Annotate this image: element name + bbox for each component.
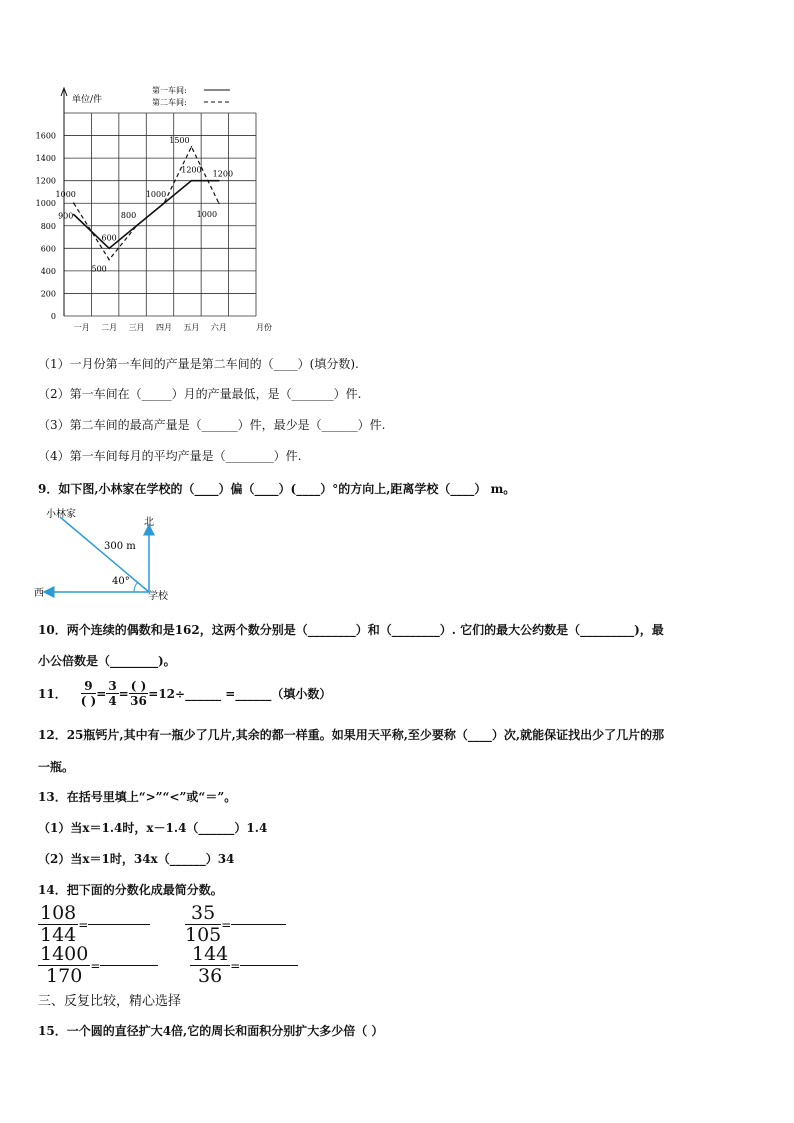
direction-diagram <box>30 505 190 605</box>
question-9: 9．如下图,小林家在学校的（____）偏（____）(____）°的方向上,距离学校（____） m。 <box>38 482 516 496</box>
x-tick-label: 六月 <box>210 323 227 332</box>
legend-label: 第二车间: <box>152 98 187 107</box>
chart-axes <box>61 88 102 316</box>
north-label: 北 <box>144 517 154 528</box>
chart-series <box>56 136 234 274</box>
fraction-9-over-blank: $\frac{9}{( )}$ <box>80 679 97 708</box>
data-point <box>136 225 138 227</box>
production-line-chart <box>28 82 288 344</box>
section-3-heading: 三、反复比较，精心选择 <box>38 994 182 1009</box>
chart-question-4: （4）第一车间每月的平均产量是（________）件. <box>38 449 302 463</box>
chart-question-2: （2）第一车间在（_____）月的产量最低，是（_______）件. <box>38 387 362 401</box>
home-label: 小林家 <box>46 509 76 520</box>
x-tick-label: 三月 <box>128 323 145 332</box>
y-axis-label: 单位/件 <box>72 95 103 105</box>
data-point <box>218 202 220 204</box>
data-label: 1000 <box>55 190 76 200</box>
data-point <box>191 146 193 148</box>
fraction-item-2: $\frac{35}{105}$ = <box>185 904 286 945</box>
y-tick-label: 800 <box>40 221 56 231</box>
data-label: 900 <box>58 211 74 221</box>
data-label: 1200 <box>181 165 202 175</box>
data-label: 1200 <box>212 169 234 179</box>
y-tick-label: 1400 <box>35 154 56 164</box>
data-point <box>108 259 110 261</box>
question-15: 15．一个圆的直径扩大4倍,它的周长和面积分别扩大多少倍（ ） <box>38 1024 384 1038</box>
question-12-line-2: 一瓶。 <box>38 760 75 774</box>
data-label: 1000 <box>196 210 218 220</box>
fraction-item-3: $\frac{1400}{170}$ = <box>38 945 158 986</box>
y-tick-label: 1000 <box>35 199 56 209</box>
x-tick-label: 二月 <box>101 323 118 332</box>
fraction-blank-over-36: $\frac{( )}{36}$ <box>130 679 147 708</box>
data-label: 1500 <box>169 135 190 145</box>
question-12-line-1: 12．25瓶钙片,其中有一瓶少了几片,其余的都一样重。如果用天平称,至少要称（____）次,就能保证找出少了几片的那 <box>38 728 665 742</box>
y-tick-label: 1600 <box>35 131 56 141</box>
answer-blank[interactable] <box>100 965 158 966</box>
question-11: 11． $\frac{9}{( )}$ = $\frac{3}{4}$ = $\frac{( )}{36}$ =12÷______ =______（填小数） <box>38 679 332 708</box>
question-11-number: 11． <box>38 687 67 701</box>
data-label: 800 <box>120 210 137 220</box>
y-tick-label: 200 <box>40 289 56 299</box>
question-10-line-2: 小公倍数是（________)。 <box>38 654 176 668</box>
question-13-title: 13．在括号里填上“>”“<”或“＝”。 <box>38 790 237 804</box>
data-label: 600 <box>101 233 117 243</box>
angle-arc <box>134 582 138 592</box>
x-tick-label: 五月 <box>183 323 200 332</box>
answer-blank[interactable] <box>231 924 286 925</box>
y-tick-label: 0 <box>50 312 56 321</box>
y-tick-label: 400 <box>40 266 56 276</box>
x-tick-label: 一月 <box>73 323 90 332</box>
data-label: 500 <box>91 264 107 274</box>
fraction-3-over-4: $\frac{3}{4}$ <box>108 679 117 708</box>
school-label: 学校 <box>148 591 168 602</box>
answer-blank[interactable] <box>240 965 298 966</box>
data-point <box>108 248 110 250</box>
y-tick-label: 1200 <box>35 176 56 186</box>
data-point <box>218 180 220 182</box>
question-13-item-1: （1）当x＝1.4时，x－1.4（______）1.4 <box>38 821 268 835</box>
question-10-line-1: 10．两个连续的偶数和是162，这两个数分别是（________）和（________）. 它们的最大公约数是（_________)，最 <box>38 623 664 637</box>
x-tick-label: 四月 <box>156 323 172 332</box>
question-14-title: 14．把下面的分数化成最简分数。 <box>38 883 223 897</box>
x-axis-end-label: 月份 <box>256 323 272 332</box>
distance-label: 300 m <box>104 541 136 552</box>
data-point <box>163 202 165 204</box>
chart-question-1: （1）一月份第一车间的产量是第二车间的（____）(填分数). <box>38 357 359 371</box>
data-label: 1000 <box>145 190 167 200</box>
home-direction-line <box>60 517 149 592</box>
question-11-tail: =12÷______ =______（填小数） <box>148 687 332 701</box>
fraction-item-4: $\frac{144}{36}$ = <box>190 945 298 986</box>
data-point <box>73 202 75 204</box>
chart-tick-labels <box>36 132 272 332</box>
angle-label: 40° <box>112 576 130 587</box>
west-label: 西 <box>34 588 44 599</box>
data-point <box>191 180 193 182</box>
question-13-item-2: （2）当x＝1时，34x（______）34 <box>38 852 235 866</box>
answer-blank[interactable] <box>88 924 150 925</box>
chart-grid <box>64 113 256 316</box>
chart-legend <box>152 85 230 107</box>
y-tick-label: 600 <box>40 244 56 254</box>
chart-question-3: （3）第二车间的最高产量是（______）件，最少是（______）件. <box>38 418 386 432</box>
fraction-item-1: $\frac{108}{144}$ = <box>38 904 150 945</box>
legend-label: 第一车间: <box>152 86 187 95</box>
